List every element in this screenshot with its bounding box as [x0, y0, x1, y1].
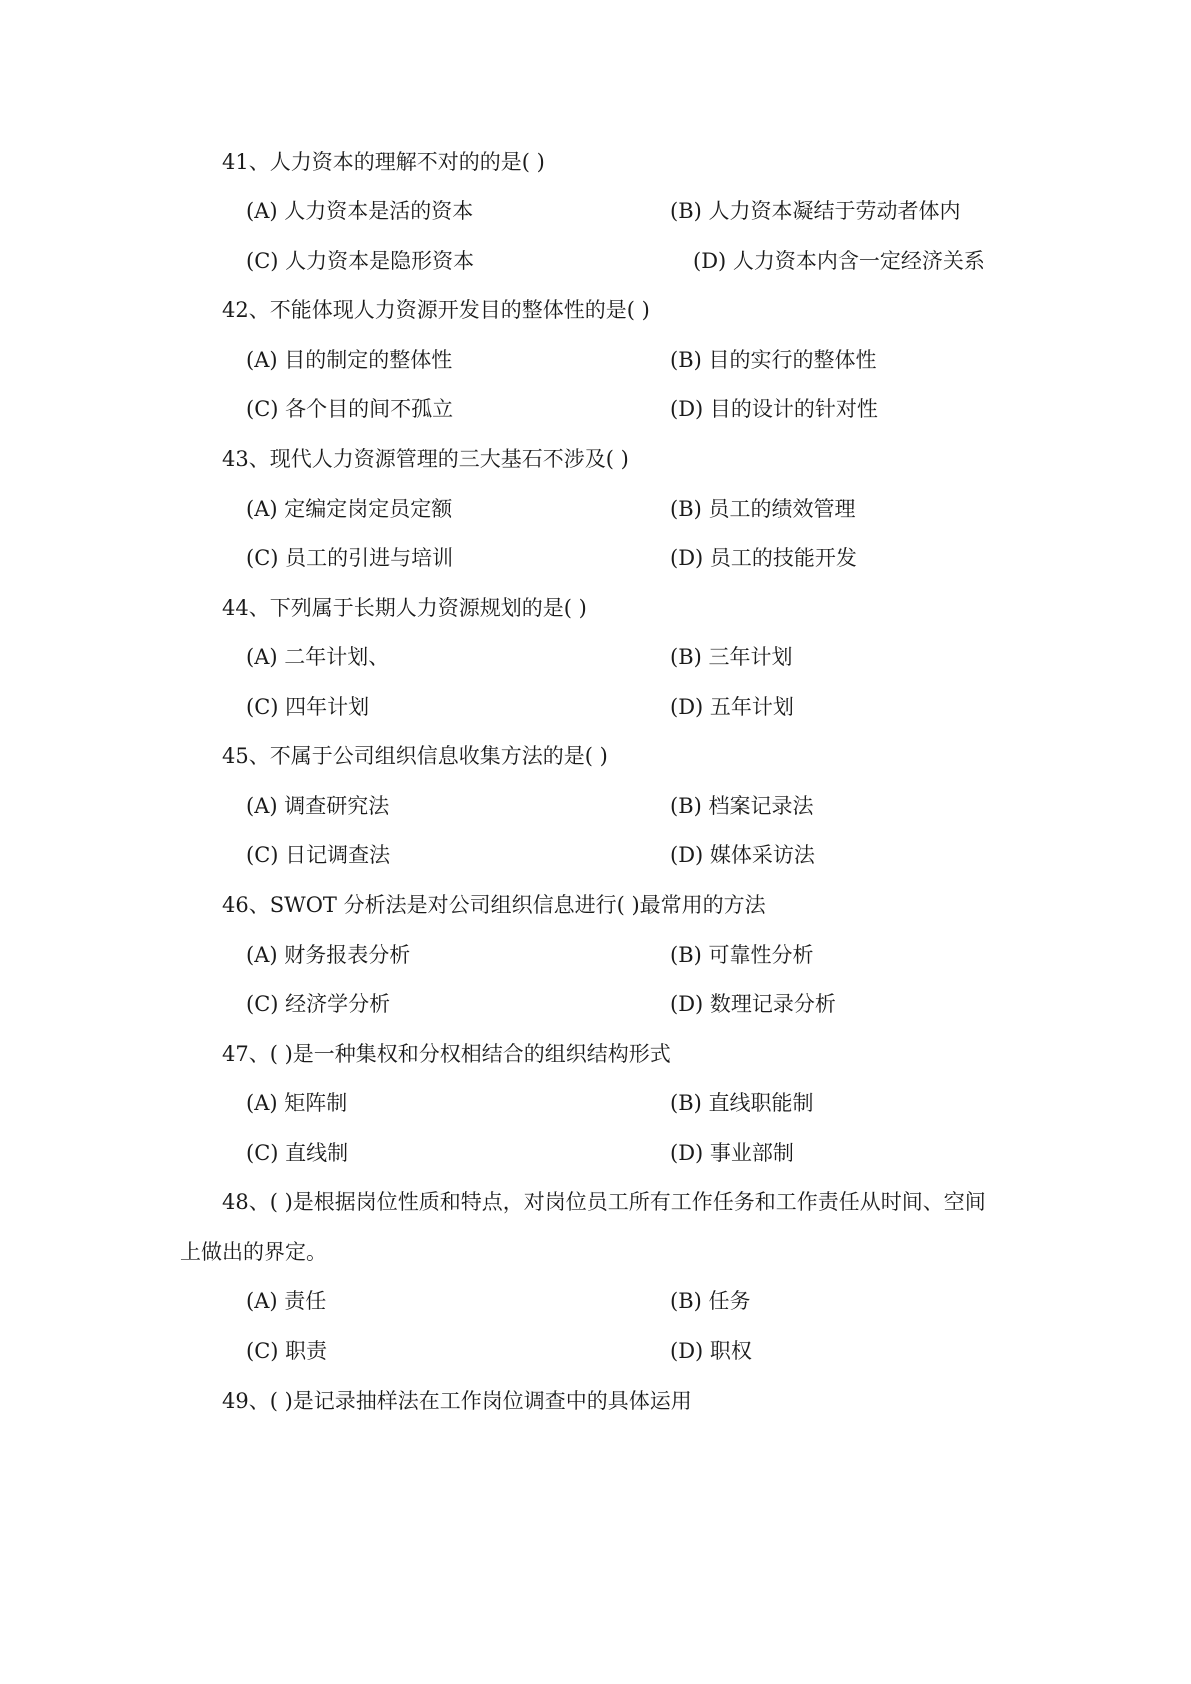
option-48-b: (B) 任务 [670, 1289, 751, 1313]
option-42-b: (B) 目的实行的整体性 [670, 348, 877, 372]
option-45-c: (C) 日记调查法 [246, 843, 391, 867]
option-44-d: (D) 五年计划 [670, 695, 794, 719]
question-stem-48: 48、( )是根据岗位性质和特点，对岗位员工所有工作任务和工作责任从时间、空间 [222, 1190, 986, 1214]
option-41-a: (A) 人力资本是活的资本 [246, 199, 474, 223]
option-43-d: (D) 员工的技能开发 [670, 546, 857, 570]
option-47-c: (C) 直线制 [246, 1141, 349, 1165]
question-stem-43: 43、现代人力资源管理的三大基石不涉及( ) [222, 447, 629, 471]
option-46-d: (D) 数理记录分析 [670, 992, 836, 1016]
option-43-c: (C) 员工的引进与培训 [246, 546, 454, 570]
option-41-d: (D) 人力资本内含一定经济关系 [693, 249, 985, 273]
question-stem-41: 41、人力资本的理解不对的的是( ) [222, 150, 545, 174]
option-44-a: (A) 二年计划、 [246, 645, 390, 669]
question-stem-48-continued: 上做出的界定。 [180, 1240, 327, 1264]
option-46-a: (A) 财务报表分析 [246, 943, 411, 967]
question-stem-42: 42、不能体现人力资源开发目的整体性的是( ) [222, 298, 650, 322]
question-stem-49: 49、( )是记录抽样法在工作岗位调查中的具体运用 [222, 1389, 692, 1413]
option-45-a: (A) 调查研究法 [246, 794, 390, 818]
question-stem-44: 44、下列属于长期人力资源规划的是( ) [222, 596, 587, 620]
option-48-a: (A) 责任 [246, 1289, 327, 1313]
option-41-b: (B) 人力资本凝结于劳动者体内 [670, 199, 961, 223]
option-45-b: (B) 档案记录法 [670, 794, 814, 818]
option-44-b: (B) 三年计划 [670, 645, 793, 669]
question-stem-45: 45、不属于公司组织信息收集方法的是( ) [222, 744, 608, 768]
option-42-c: (C) 各个目的间不孤立 [246, 397, 454, 421]
question-stem-46: 46、SWOT 分析法是对公司组织信息进行( )最常用的方法 [222, 893, 766, 917]
option-48-d: (D) 职权 [670, 1339, 752, 1363]
option-45-d: (D) 媒体采访法 [670, 843, 815, 867]
option-46-b: (B) 可靠性分析 [670, 943, 814, 967]
option-42-a: (A) 目的制定的整体性 [246, 348, 453, 372]
option-47-d: (D) 事业部制 [670, 1141, 794, 1165]
option-47-a: (A) 矩阵制 [246, 1091, 348, 1115]
option-43-b: (B) 员工的绩效管理 [670, 497, 856, 521]
option-41-c: (C) 人力资本是隐形资本 [246, 249, 475, 273]
option-42-d: (D) 目的设计的针对性 [670, 397, 878, 421]
option-43-a: (A) 定编定岗定员定额 [246, 497, 453, 521]
option-46-c: (C) 经济学分析 [246, 992, 391, 1016]
option-47-b: (B) 直线职能制 [670, 1091, 814, 1115]
option-48-c: (C) 职责 [246, 1339, 328, 1363]
question-stem-47: 47、( )是一种集权和分权相结合的组织结构形式 [222, 1042, 671, 1066]
option-44-c: (C) 四年计划 [246, 695, 370, 719]
